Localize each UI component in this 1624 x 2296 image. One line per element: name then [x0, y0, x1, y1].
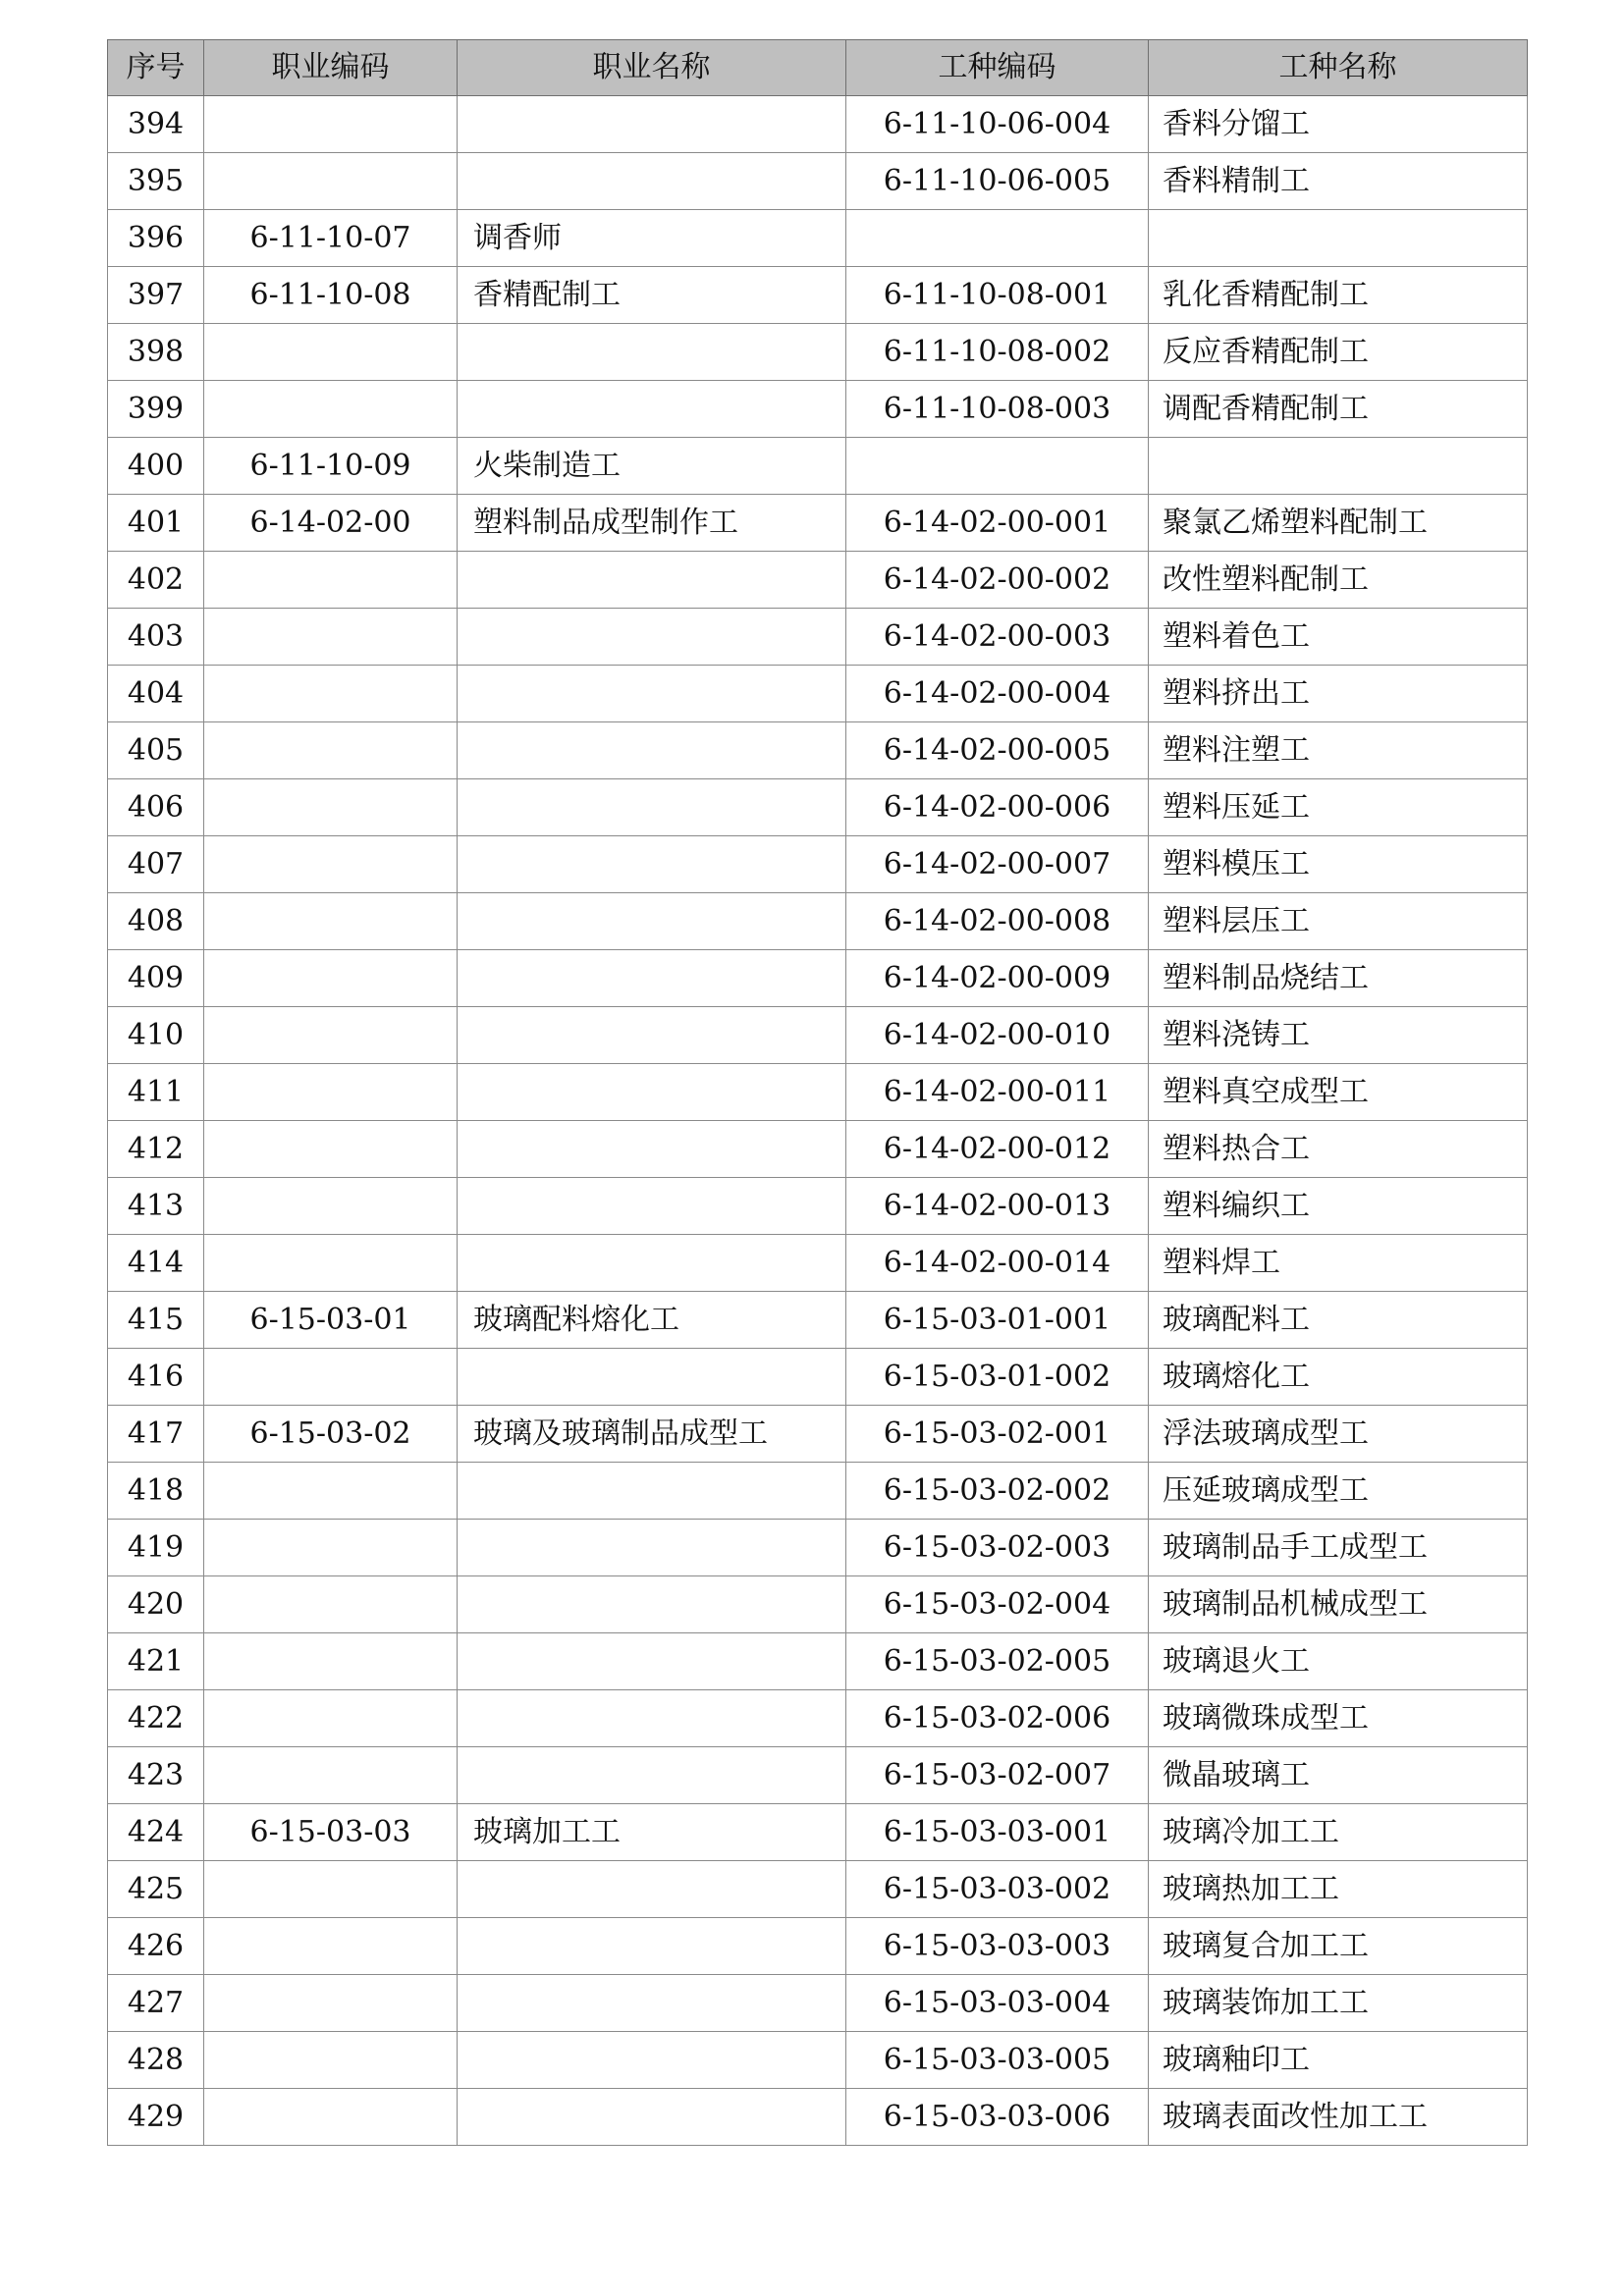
- cell-occupation-code: [204, 1121, 458, 1178]
- cell-occupation-name: [458, 1007, 846, 1064]
- cell-job-name: 塑料焊工: [1149, 1235, 1528, 1292]
- cell-job-name: 浮法玻璃成型工: [1149, 1406, 1528, 1463]
- cell-occupation-code: [204, 1064, 458, 1121]
- cell-occupation-name: [458, 1349, 846, 1406]
- table-row: [108, 2032, 1528, 2089]
- cell-occupation-name: 火柴制造工: [458, 438, 846, 495]
- cell-occupation-name: [458, 1121, 846, 1178]
- cell-job-name: 聚氯乙烯塑料配制工: [1149, 495, 1528, 552]
- cell-occupation-name: [458, 1861, 846, 1918]
- cell-occupation-code: [204, 96, 458, 153]
- cell-occupation-name: [458, 609, 846, 666]
- cell-occupation-code: [204, 1690, 458, 1747]
- cell-job-name: 塑料模压工: [1149, 836, 1528, 893]
- cell-job-code: 6-15-03-02-006: [846, 1690, 1149, 1747]
- table-row: [108, 893, 1528, 950]
- cell-job-name: 塑料压延工: [1149, 779, 1528, 836]
- cell-occupation-code: [204, 1747, 458, 1804]
- cell-occupation-name: [458, 1747, 846, 1804]
- cell-job-code: 6-15-03-03-002: [846, 1861, 1149, 1918]
- cell-occupation-code: [204, 552, 458, 609]
- cell-job-code: 6-15-03-03-005: [846, 2032, 1149, 2089]
- cell-occupation-name: [458, 1633, 846, 1690]
- cell-job-code: 6-14-02-00-003: [846, 609, 1149, 666]
- cell-occupation-code: 6-15-03-03: [204, 1804, 458, 1861]
- cell-job-code: 6-11-10-06-004: [846, 96, 1149, 153]
- cell-job-code: 6-14-02-00-004: [846, 666, 1149, 722]
- cell-occupation-code: [204, 666, 458, 722]
- cell-job-code: 6-15-03-02-002: [846, 1463, 1149, 1520]
- cell-job-name: 塑料制品烧结工: [1149, 950, 1528, 1007]
- cell-occupation-code: 6-14-02-00: [204, 495, 458, 552]
- cell-job-name: 改性塑料配制工: [1149, 552, 1528, 609]
- cell-job-name: 调配香精配制工: [1149, 381, 1528, 438]
- cell-job-code: 6-15-03-03-004: [846, 1975, 1149, 2032]
- cell-job-name: 玻璃熔化工: [1149, 1349, 1528, 1406]
- cell-seq: 406: [108, 779, 204, 836]
- table-row: [108, 438, 1528, 495]
- table-row: [108, 1178, 1528, 1235]
- cell-job-code: 6-14-02-00-001: [846, 495, 1149, 552]
- cell-job-code: 6-14-02-00-014: [846, 1235, 1149, 1292]
- cell-job-code: [846, 438, 1149, 495]
- cell-job-name: 塑料真空成型工: [1149, 1064, 1528, 1121]
- table-row: [108, 666, 1528, 722]
- table-row: [108, 836, 1528, 893]
- cell-job-code: 6-14-02-00-013: [846, 1178, 1149, 1235]
- cell-seq: 411: [108, 1064, 204, 1121]
- cell-seq: 394: [108, 96, 204, 153]
- cell-job-code: 6-15-03-01-001: [846, 1292, 1149, 1349]
- cell-job-name: 塑料热合工: [1149, 1121, 1528, 1178]
- cell-job-name: 塑料层压工: [1149, 893, 1528, 950]
- cell-occupation-code: [204, 1633, 458, 1690]
- cell-occupation-name: [458, 1520, 846, 1576]
- cell-seq: 400: [108, 438, 204, 495]
- table-row: [108, 1292, 1528, 1349]
- cell-occupation-code: [204, 1178, 458, 1235]
- cell-job-name: 玻璃复合加工工: [1149, 1918, 1528, 1975]
- cell-occupation-code: 6-11-10-08: [204, 267, 458, 324]
- table-row: [108, 1007, 1528, 1064]
- cell-seq: 424: [108, 1804, 204, 1861]
- cell-occupation-name: [458, 153, 846, 210]
- cell-occupation-code: [204, 836, 458, 893]
- cell-seq: 419: [108, 1520, 204, 1576]
- table-row: [108, 609, 1528, 666]
- cell-seq: 420: [108, 1576, 204, 1633]
- cell-job-code: 6-15-03-02-001: [846, 1406, 1149, 1463]
- cell-job-code: 6-14-02-00-006: [846, 779, 1149, 836]
- cell-job-name: 压延玻璃成型工: [1149, 1463, 1528, 1520]
- cell-occupation-name: [458, 381, 846, 438]
- cell-job-code: 6-15-03-03-006: [846, 2089, 1149, 2146]
- cell-occupation-code: [204, 1235, 458, 1292]
- cell-seq: 403: [108, 609, 204, 666]
- table-row: [108, 495, 1528, 552]
- cell-job-code: 6-14-02-00-012: [846, 1121, 1149, 1178]
- header-seq: 序号: [108, 40, 204, 96]
- cell-occupation-name: [458, 893, 846, 950]
- cell-seq: 407: [108, 836, 204, 893]
- cell-seq: 415: [108, 1292, 204, 1349]
- cell-occupation-code: 6-11-10-07: [204, 210, 458, 267]
- cell-job-name: 玻璃制品机械成型工: [1149, 1576, 1528, 1633]
- cell-occupation-name: [458, 324, 846, 381]
- header-occupation-name: 职业名称: [458, 40, 846, 96]
- cell-occupation-name: [458, 666, 846, 722]
- cell-occupation-name: [458, 96, 846, 153]
- cell-occupation-name: [458, 722, 846, 779]
- table-row: [108, 1520, 1528, 1576]
- cell-occupation-code: [204, 1520, 458, 1576]
- header-job-code: 工种编码: [846, 40, 1149, 96]
- cell-occupation-name: [458, 1178, 846, 1235]
- cell-seq: 423: [108, 1747, 204, 1804]
- cell-seq: 426: [108, 1918, 204, 1975]
- cell-seq: 405: [108, 722, 204, 779]
- table-row: [108, 1064, 1528, 1121]
- table-row: [108, 552, 1528, 609]
- cell-seq: 417: [108, 1406, 204, 1463]
- cell-seq: 409: [108, 950, 204, 1007]
- cell-job-code: 6-15-03-03-003: [846, 1918, 1149, 1975]
- cell-occupation-code: [204, 2089, 458, 2146]
- cell-job-name: 微晶玻璃工: [1149, 1747, 1528, 1804]
- cell-job-name: 香料精制工: [1149, 153, 1528, 210]
- cell-occupation-name: [458, 1235, 846, 1292]
- cell-occupation-name: 玻璃加工工: [458, 1804, 846, 1861]
- cell-job-code: 6-14-02-00-005: [846, 722, 1149, 779]
- table-row: [108, 1861, 1528, 1918]
- header-occupation-code: 职业编码: [204, 40, 458, 96]
- cell-seq: 404: [108, 666, 204, 722]
- cell-occupation-name: [458, 836, 846, 893]
- cell-job-name: 玻璃配料工: [1149, 1292, 1528, 1349]
- cell-job-name: 塑料挤出工: [1149, 666, 1528, 722]
- table-row: [108, 1121, 1528, 1178]
- cell-seq: 413: [108, 1178, 204, 1235]
- cell-job-name: 玻璃退火工: [1149, 1633, 1528, 1690]
- cell-occupation-code: [204, 153, 458, 210]
- cell-job-name: 乳化香精配制工: [1149, 267, 1528, 324]
- cell-occupation-name: [458, 1576, 846, 1633]
- cell-occupation-code: [204, 1861, 458, 1918]
- table-header: [108, 40, 1528, 96]
- cell-seq: 425: [108, 1861, 204, 1918]
- cell-occupation-code: 6-11-10-09: [204, 438, 458, 495]
- cell-job-code: 6-11-10-08-001: [846, 267, 1149, 324]
- cell-occupation-name: 玻璃及玻璃制品成型工: [458, 1406, 846, 1463]
- cell-seq: 429: [108, 2089, 204, 2146]
- cell-occupation-code: [204, 950, 458, 1007]
- table-row: [108, 779, 1528, 836]
- cell-occupation-name: [458, 1690, 846, 1747]
- cell-job-code: 6-11-10-08-003: [846, 381, 1149, 438]
- cell-occupation-code: [204, 893, 458, 950]
- cell-occupation-code: [204, 1576, 458, 1633]
- cell-occupation-code: [204, 1463, 458, 1520]
- cell-occupation-name: [458, 1918, 846, 1975]
- cell-job-name: 玻璃冷加工工: [1149, 1804, 1528, 1861]
- cell-seq: 421: [108, 1633, 204, 1690]
- cell-job-code: 6-14-02-00-009: [846, 950, 1149, 1007]
- header-job-name: 工种名称: [1149, 40, 1528, 96]
- cell-job-code: 6-14-02-00-007: [846, 836, 1149, 893]
- cell-seq: 395: [108, 153, 204, 210]
- cell-seq: 418: [108, 1463, 204, 1520]
- cell-job-name: 塑料注塑工: [1149, 722, 1528, 779]
- table-row: [108, 1235, 1528, 1292]
- cell-job-name: [1149, 438, 1528, 495]
- table-row: [108, 1975, 1528, 2032]
- table-row: [108, 1463, 1528, 1520]
- cell-occupation-code: [204, 722, 458, 779]
- cell-seq: 416: [108, 1349, 204, 1406]
- cell-seq: 427: [108, 1975, 204, 2032]
- cell-seq: 401: [108, 495, 204, 552]
- table-row: [108, 1576, 1528, 1633]
- cell-job-name: 玻璃热加工工: [1149, 1861, 1528, 1918]
- cell-job-code: 6-14-02-00-010: [846, 1007, 1149, 1064]
- cell-job-name: 玻璃表面改性加工工: [1149, 2089, 1528, 2146]
- cell-occupation-code: [204, 324, 458, 381]
- cell-seq: 410: [108, 1007, 204, 1064]
- cell-job-code: 6-15-03-02-003: [846, 1520, 1149, 1576]
- cell-job-name: 玻璃釉印工: [1149, 2032, 1528, 2089]
- cell-job-code: 6-15-03-02-005: [846, 1633, 1149, 1690]
- cell-occupation-name: [458, 1463, 846, 1520]
- cell-seq: 422: [108, 1690, 204, 1747]
- cell-job-code: 6-14-02-00-002: [846, 552, 1149, 609]
- cell-job-code: 6-15-03-01-002: [846, 1349, 1149, 1406]
- cell-occupation-code: [204, 1349, 458, 1406]
- cell-occupation-name: [458, 779, 846, 836]
- table-row: [108, 153, 1528, 210]
- table-row: [108, 1747, 1528, 1804]
- cell-job-name: [1149, 210, 1528, 267]
- cell-job-code: 6-15-03-02-007: [846, 1747, 1149, 1804]
- cell-occupation-code: [204, 2032, 458, 2089]
- table-row: [108, 1690, 1528, 1747]
- table-row: [108, 2089, 1528, 2146]
- header-row: [108, 40, 1528, 96]
- cell-job-code: 6-11-10-06-005: [846, 153, 1149, 210]
- cell-seq: 402: [108, 552, 204, 609]
- table-row: [108, 950, 1528, 1007]
- cell-job-name: 塑料编织工: [1149, 1178, 1528, 1235]
- cell-occupation-name: [458, 2089, 846, 2146]
- cell-job-name: 玻璃制品手工成型工: [1149, 1520, 1528, 1576]
- table-row: [108, 1918, 1528, 1975]
- cell-occupation-name: 调香师: [458, 210, 846, 267]
- table-row: [108, 1406, 1528, 1463]
- cell-occupation-name: 玻璃配料熔化工: [458, 1292, 846, 1349]
- table-row: [108, 1349, 1528, 1406]
- table-row: [108, 210, 1528, 267]
- cell-occupation-name: [458, 950, 846, 1007]
- cell-occupation-code: [204, 1975, 458, 2032]
- cell-occupation-code: [204, 779, 458, 836]
- cell-job-code: 6-11-10-08-002: [846, 324, 1149, 381]
- table-row: [108, 722, 1528, 779]
- cell-job-name: 塑料浇铸工: [1149, 1007, 1528, 1064]
- table-body: [108, 96, 1528, 2146]
- cell-occupation-code: 6-15-03-02: [204, 1406, 458, 1463]
- cell-job-code: [846, 210, 1149, 267]
- cell-seq: 408: [108, 893, 204, 950]
- table-row: [108, 324, 1528, 381]
- table-row: [108, 267, 1528, 324]
- cell-occupation-name: [458, 2032, 846, 2089]
- cell-seq: 412: [108, 1121, 204, 1178]
- cell-seq: 399: [108, 381, 204, 438]
- occupation-table-container: [107, 39, 1527, 2146]
- cell-occupation-name: [458, 1975, 846, 2032]
- cell-seq: 398: [108, 324, 204, 381]
- cell-job-name: 塑料着色工: [1149, 609, 1528, 666]
- cell-job-name: 香料分馏工: [1149, 96, 1528, 153]
- cell-job-code: 6-14-02-00-008: [846, 893, 1149, 950]
- cell-seq: 396: [108, 210, 204, 267]
- cell-occupation-code: [204, 381, 458, 438]
- cell-job-code: 6-15-03-02-004: [846, 1576, 1149, 1633]
- cell-job-code: 6-14-02-00-011: [846, 1064, 1149, 1121]
- table-row: [108, 381, 1528, 438]
- cell-seq: 397: [108, 267, 204, 324]
- cell-occupation-name: [458, 1064, 846, 1121]
- table-row: [108, 1633, 1528, 1690]
- cell-occupation-code: [204, 1918, 458, 1975]
- table-row: [108, 1804, 1528, 1861]
- cell-occupation-name: [458, 552, 846, 609]
- cell-job-code: 6-15-03-03-001: [846, 1804, 1149, 1861]
- table-row: [108, 96, 1528, 153]
- cell-occupation-code: [204, 1007, 458, 1064]
- cell-job-name: 玻璃微珠成型工: [1149, 1690, 1528, 1747]
- cell-seq: 414: [108, 1235, 204, 1292]
- cell-occupation-name: 香精配制工: [458, 267, 846, 324]
- cell-job-name: 反应香精配制工: [1149, 324, 1528, 381]
- cell-occupation-name: 塑料制品成型制作工: [458, 495, 846, 552]
- cell-occupation-code: 6-15-03-01: [204, 1292, 458, 1349]
- cell-job-name: 玻璃装饰加工工: [1149, 1975, 1528, 2032]
- cell-seq: 428: [108, 2032, 204, 2089]
- occupation-table: [107, 39, 1528, 2146]
- cell-occupation-code: [204, 609, 458, 666]
